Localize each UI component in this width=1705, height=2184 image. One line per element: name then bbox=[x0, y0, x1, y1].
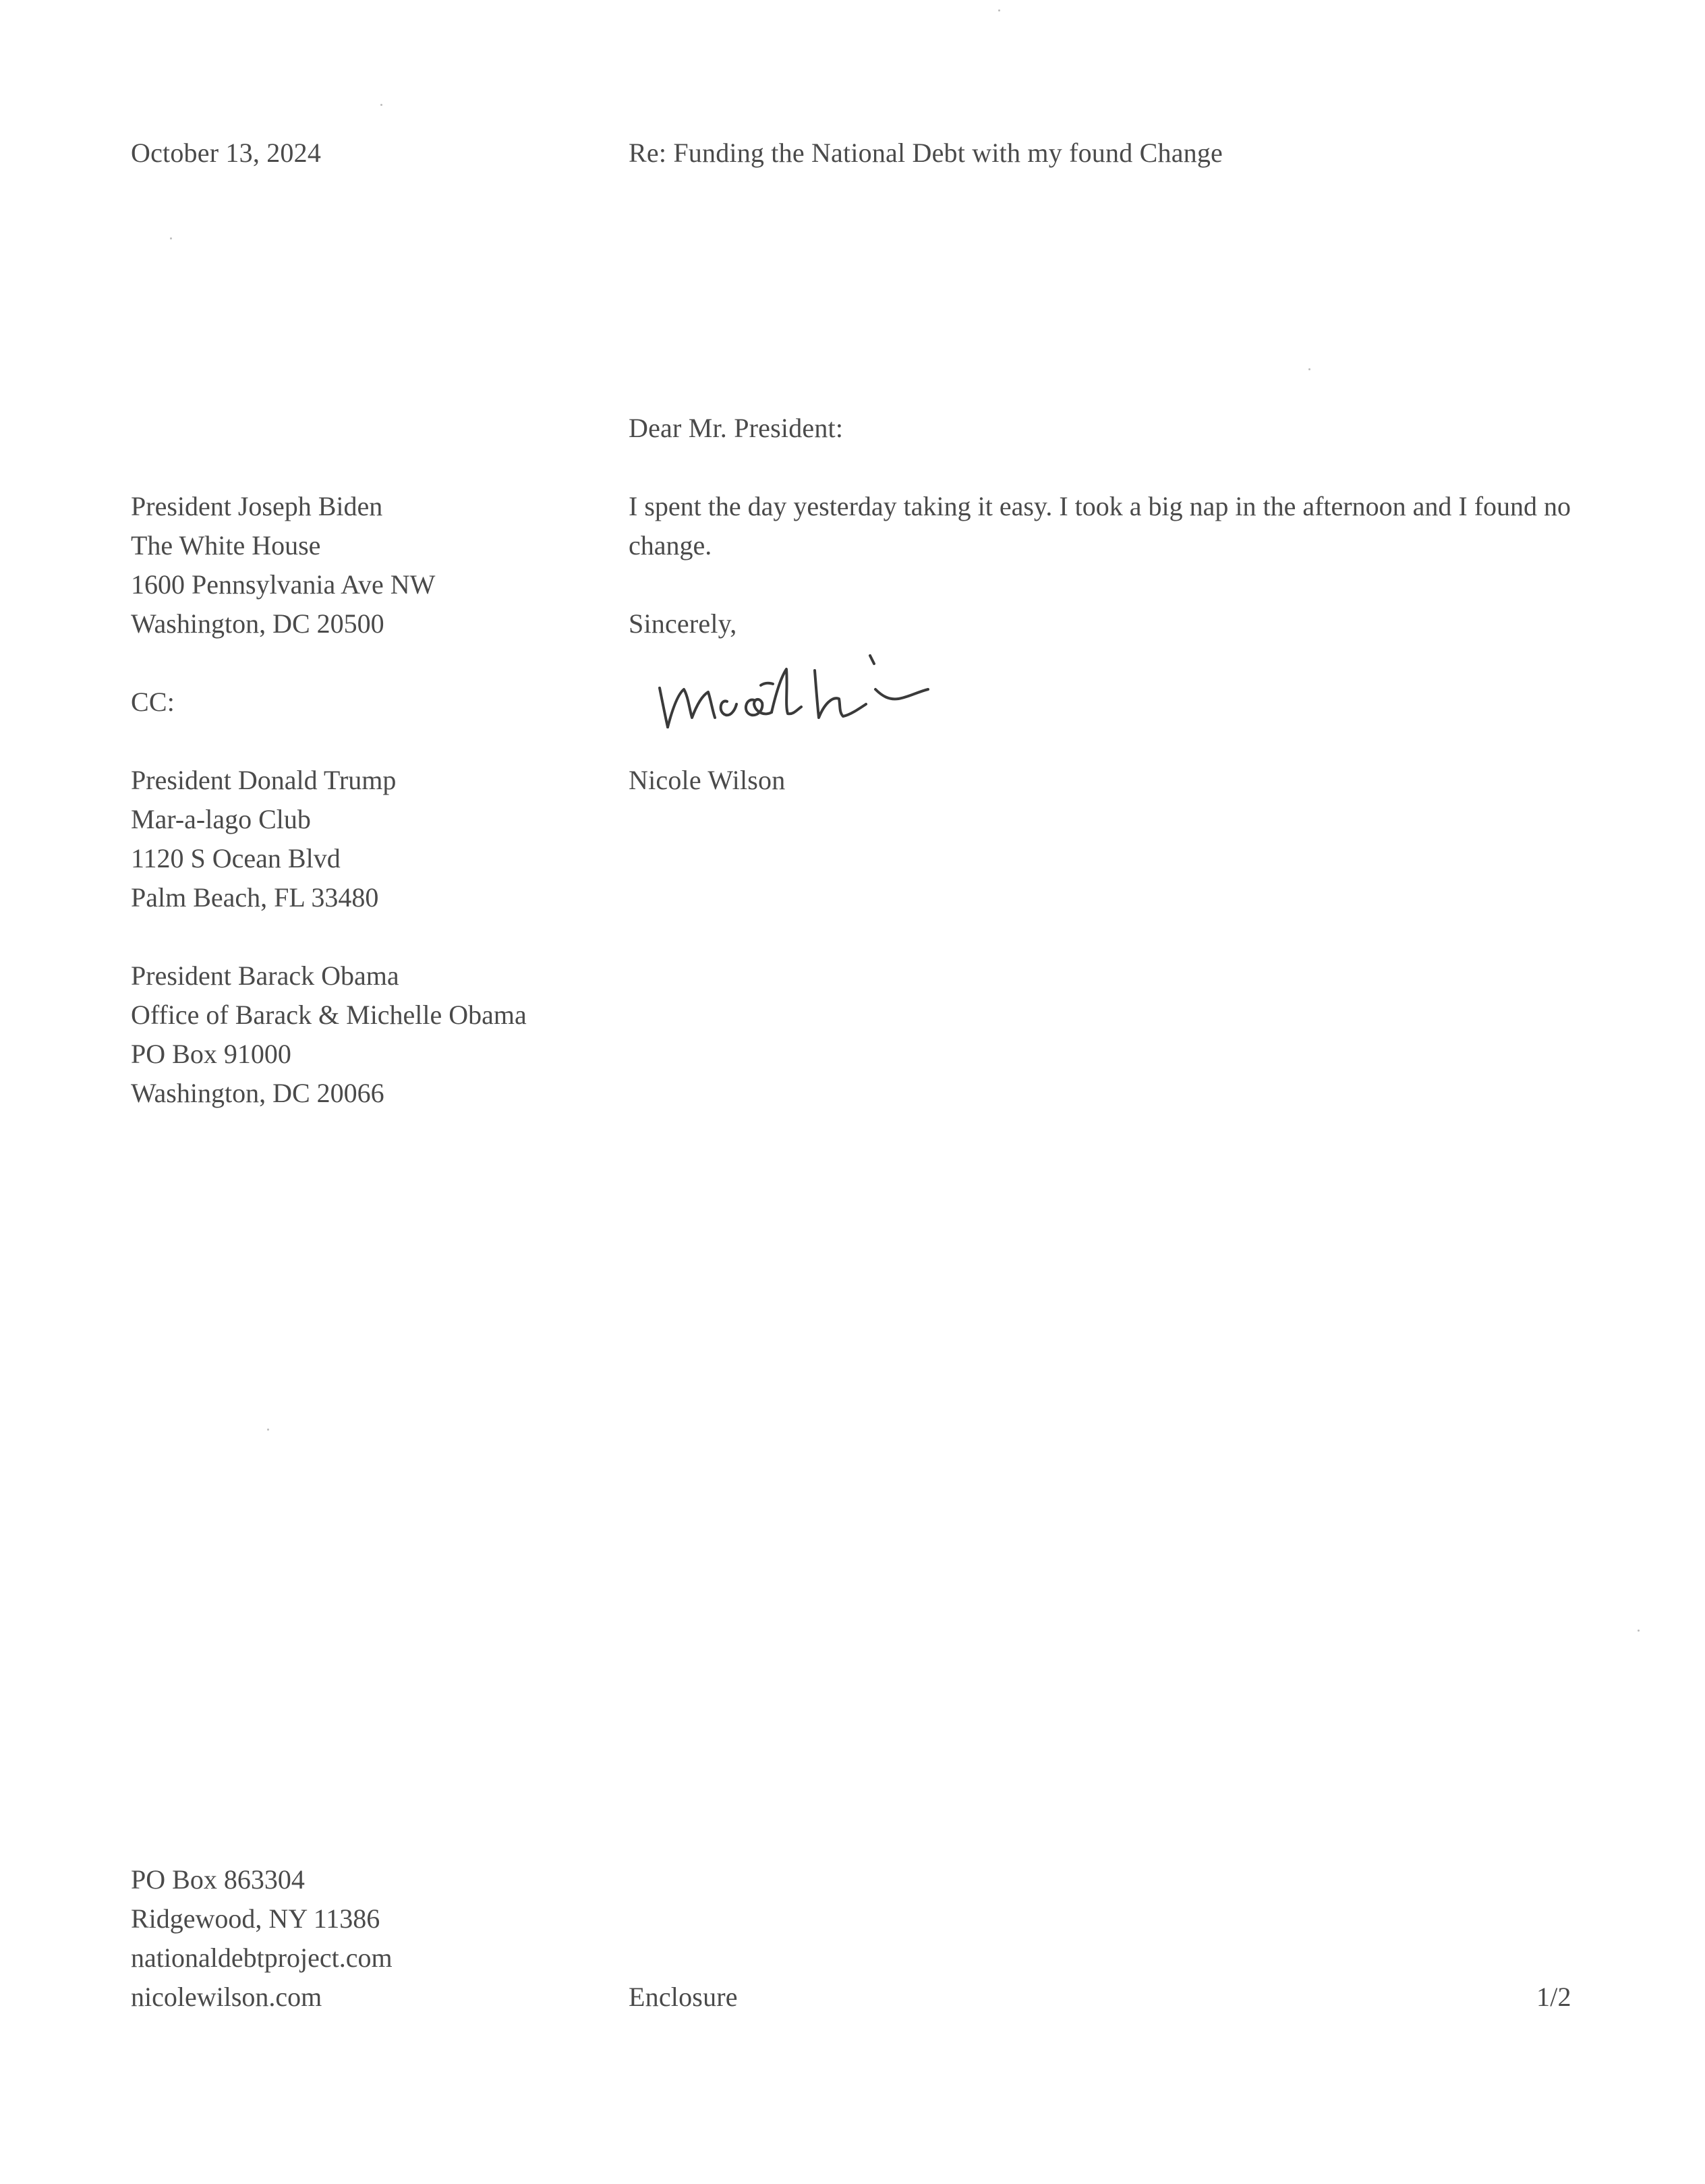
letter-date: October 13, 2024 bbox=[131, 138, 322, 168]
handwritten-signature bbox=[653, 648, 1004, 742]
cc-org: Mar-a-lago Club bbox=[131, 804, 311, 834]
recipient-org: The White House bbox=[131, 530, 321, 561]
sender-address bbox=[131, 1860, 393, 2017]
cc-address-1 bbox=[131, 761, 396, 917]
scan-speck bbox=[380, 104, 382, 106]
cc-city: Washington, DC 20066 bbox=[131, 1078, 384, 1108]
salutation: Dear Mr. President: bbox=[629, 413, 844, 443]
recipient-city: Washington, DC 20500 bbox=[131, 608, 384, 639]
scan-speck bbox=[170, 237, 172, 239]
sender-website-1: nationaldebtproject.com bbox=[131, 1943, 393, 1973]
signer-name: Nicole Wilson bbox=[629, 765, 786, 795]
scan-speck bbox=[998, 9, 1000, 11]
letter-body bbox=[629, 487, 1586, 565]
cc-name: President Donald Trump bbox=[131, 765, 397, 795]
recipient-address bbox=[131, 487, 435, 643]
cc-label: CC: bbox=[131, 687, 175, 717]
sender-city: Ridgewood, NY 11386 bbox=[131, 1903, 380, 1934]
cc-city: Palm Beach, FL 33480 bbox=[131, 882, 379, 913]
cc-street: PO Box 91000 bbox=[131, 1039, 291, 1069]
body-paragraph: I spent the day yesterday taking it easy. I took a big nap in the afternoon and I found no change. bbox=[629, 491, 1571, 561]
closing: Sincerely, bbox=[629, 608, 737, 639]
cc-street: 1120 S Ocean Blvd bbox=[131, 843, 341, 873]
recipient-street: 1600 Pennsylvania Ave NW bbox=[131, 569, 436, 600]
cc-address-2 bbox=[131, 956, 527, 1113]
sender-website-2: nicolewilson.com bbox=[131, 1982, 322, 2012]
page-number: 1/2 bbox=[1536, 1982, 1571, 2012]
sender-box: PO Box 863304 bbox=[131, 1864, 305, 1895]
enclosure-note: Enclosure bbox=[629, 1982, 738, 2012]
cc-org: Office of Barack & Michelle Obama bbox=[131, 1000, 527, 1030]
cc-name: President Barack Obama bbox=[131, 960, 399, 991]
recipient-name: President Joseph Biden bbox=[131, 491, 383, 521]
scan-speck bbox=[267, 1429, 269, 1431]
letter-subject: Re: Funding the National Debt with my found Change bbox=[629, 138, 1223, 168]
scan-speck bbox=[1308, 368, 1310, 370]
scan-speck bbox=[1638, 1630, 1640, 1632]
